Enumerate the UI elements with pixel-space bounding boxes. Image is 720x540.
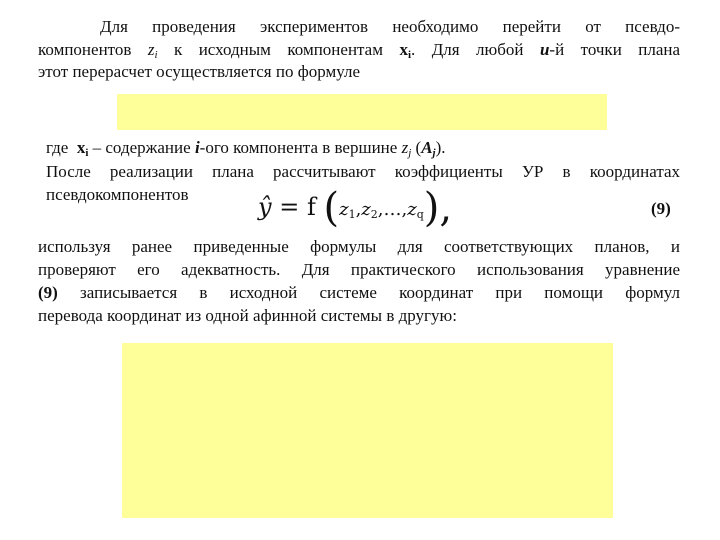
text-span: Для проведения экспериментов необходимо перейти от псевдо- xyxy=(100,17,680,36)
comma: , xyxy=(355,199,362,220)
text-span: компонентов xyxy=(38,40,132,59)
subscript: j xyxy=(432,147,436,159)
var-x xyxy=(77,138,89,157)
paragraph3-line4 xyxy=(38,305,457,327)
subscript: q xyxy=(416,208,424,221)
var-zq: z xyxy=(407,199,417,220)
ellipsis: ,…, xyxy=(377,199,408,220)
paragraph2-line2 xyxy=(46,184,189,206)
equation-ref: (9) xyxy=(38,283,58,302)
text-span: перевода координат из одной афинной системы в другую: xyxy=(38,306,457,325)
text-span: z xyxy=(147,40,155,59)
text-span: После реализации плана рассчитывают коэффициенты УР в координатах xyxy=(46,162,680,181)
subscript: 2 xyxy=(370,208,378,221)
var-x xyxy=(399,40,411,59)
var-A xyxy=(421,138,435,157)
text-span: этот перерасчет осуществляется по формуле xyxy=(38,62,360,81)
text-span: -й точки плана xyxy=(549,40,681,59)
var-i: i xyxy=(194,138,200,157)
paragraph1-line1 xyxy=(100,16,680,38)
text-span: . Для любой xyxy=(411,40,524,59)
text-span: -ого компонента в вершине xyxy=(199,138,398,157)
text-span: x xyxy=(399,40,408,59)
text-span: x xyxy=(76,138,86,157)
text-span: ). xyxy=(435,138,446,157)
text-span: к исходным компонентам xyxy=(174,40,383,59)
subscript: 1 xyxy=(348,208,356,221)
subscript: i xyxy=(85,147,89,159)
subscript: i xyxy=(154,49,158,61)
var-u: u xyxy=(539,40,550,59)
paragraph1-line3 xyxy=(38,61,360,83)
paren-open: ( xyxy=(323,185,340,231)
where-line xyxy=(46,137,446,164)
subscript: i xyxy=(407,49,411,61)
var-z xyxy=(148,40,158,59)
text-span: проверяют его адекватность. Для практического использования уравнение xyxy=(38,260,680,279)
paragraph3-line2 xyxy=(38,259,680,281)
text-span: z xyxy=(401,138,409,157)
equals-f: = f xyxy=(279,193,316,221)
paragraph2-line1 xyxy=(46,161,680,183)
formula-placeholder-1 xyxy=(117,94,607,130)
paren-close: ), xyxy=(423,185,453,231)
formula-9 xyxy=(258,185,453,231)
paragraph3-line1 xyxy=(38,236,680,258)
text-span: – содержание xyxy=(92,138,191,157)
paragraph3-line3 xyxy=(38,282,680,304)
equation-number: (9) xyxy=(651,199,671,218)
text-span: где xyxy=(46,138,69,157)
y-hat: ŷ xyxy=(258,193,272,221)
text-span: ( xyxy=(415,138,422,157)
text-span: псевдокомпонентов xyxy=(46,185,189,204)
text-span: A xyxy=(421,138,433,157)
var-z2: z xyxy=(361,199,371,220)
formula-placeholder-2 xyxy=(122,343,613,518)
var-z xyxy=(402,138,412,157)
text-span: используя ранее приведенные формулы для соответствующих планов, и xyxy=(38,237,680,256)
text-span: записывается в исходной системе координат при помощи формул xyxy=(80,283,680,302)
var-z1: z xyxy=(339,199,349,220)
subscript: j xyxy=(408,147,412,159)
